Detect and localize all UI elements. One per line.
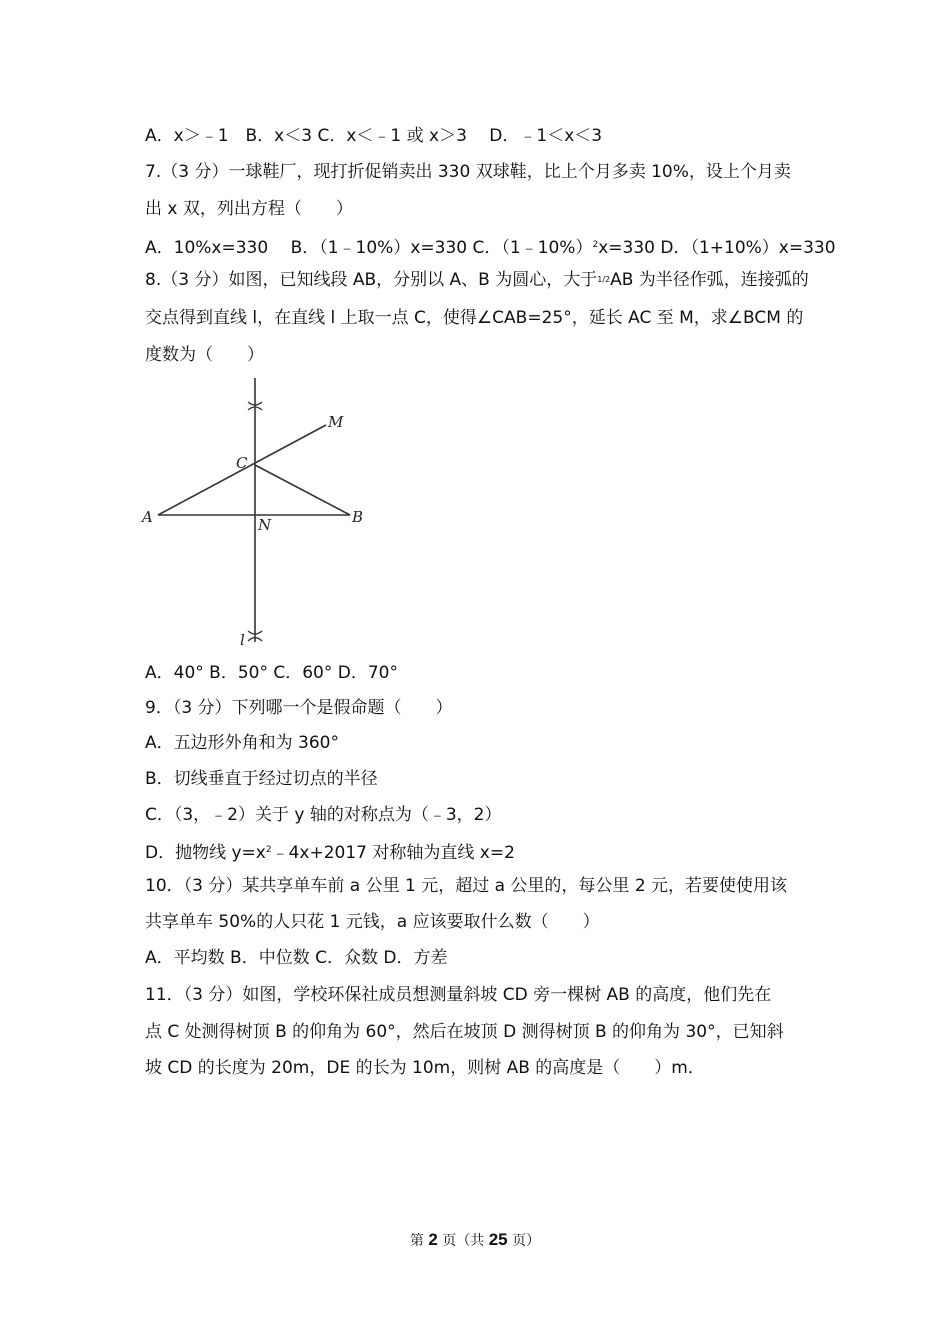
q7-options-part1: A．10%x=330 B．（1﹣10%）x=330 C．（1﹣10%） [145, 238, 593, 258]
q11-stem-line2: 点 C 处测得树顶 B 的仰角为 60°，然后在坡顶 D 测得树顶 B 的仰角为 30°，已知斜 [145, 1022, 784, 1042]
q8-line1-fraction: 1/2 [597, 275, 611, 284]
q8-line1-part2: AB 为半径作弧，连接弧的 [610, 270, 809, 290]
q9-d-part1: D．抛物线 y=x [145, 843, 266, 863]
label-b: B [352, 508, 364, 526]
q7-options-superscript: 2 [592, 240, 599, 250]
q8-stem-line1 [145, 270, 815, 290]
q7-stem-line2: 出 x 双，列出方程（ ） [145, 199, 353, 219]
q9-option-a: A．五边形外角和为 360° [145, 733, 339, 753]
q10-stem-line2: 共享单车 50%的人只花 1 元钱，a 应该要取什么数（ ） [145, 912, 600, 932]
label-c: C [236, 454, 248, 472]
q8-options: A．40° B．50° C．60° D．70° [145, 663, 398, 683]
q7-stem-line1: 7.（3 分）一球鞋厂，现打折促销卖出 330 双球鞋，比上个月多卖 10%，设上个月卖 [145, 162, 791, 182]
q9-option-b: B．切线垂直于经过切点的半径 [145, 769, 378, 789]
q8-line1-part1: 8.（3 分）如图，已知线段 AB，分别以 A、B 为圆心，大于 [145, 270, 598, 290]
q9-option-d [145, 840, 815, 863]
footer-prefix: 第 [409, 1233, 424, 1249]
q9-stem: 9．（3 分）下列哪一个是假命题（ ） [145, 698, 453, 718]
q11-stem-line3: 坡 CD 的长度为 20m，DE 的长为 10m，则树 AB 的高度是（ ）m． [145, 1058, 705, 1078]
q8-geometry-figure [138, 372, 378, 652]
footer-mid: 页（共 [442, 1233, 485, 1249]
footer-page-number: 2 [428, 1230, 438, 1249]
q11-stem-line1: 11．（3 分）如图，学校环保社成员想测量斜坡 CD 旁一棵树 AB 的高度，他们先在 [145, 985, 772, 1005]
label-a: A [142, 508, 153, 526]
footer-suffix: 页） [512, 1233, 541, 1249]
q8-stem-line3: 度数为（ ） [145, 345, 264, 365]
q7-options-part2: x=330 D．（1+10%）x=330 [598, 238, 836, 258]
label-m: M [328, 413, 344, 431]
label-n: N [258, 516, 272, 534]
q9-d-superscript: 2 [265, 845, 272, 855]
q9-d-part2: ﹣4x+2017 对称轴为直线 x=2 [271, 843, 515, 863]
q8-stem-line2: 交点得到直线 l，在直线 l 上取一点 C，使得∠CAB=25°，延长 AC 至 M，求∠BCM 的 [145, 308, 804, 328]
q10-options: A．平均数 B．中位数 C．众数 D．方差 [145, 948, 448, 968]
footer-total-pages: 25 [488, 1230, 508, 1249]
q9-option-c: C．（3，﹣2）关于 y 轴的对称点为（﹣3，2） [145, 805, 502, 825]
label-l: l [240, 631, 245, 649]
q10-stem-line1: 10．（3 分）某共享单车前 a 公里 1 元，超过 a 公里的，每公里 2 元，若要使使用该 [145, 876, 788, 896]
page-footer [0, 1230, 950, 1250]
q6-options: A．x＞﹣1 B．x＜3 C．x＜﹣1 或 x＞3 D．﹣1＜x＜3 [145, 126, 603, 146]
q7-options [145, 235, 836, 258]
